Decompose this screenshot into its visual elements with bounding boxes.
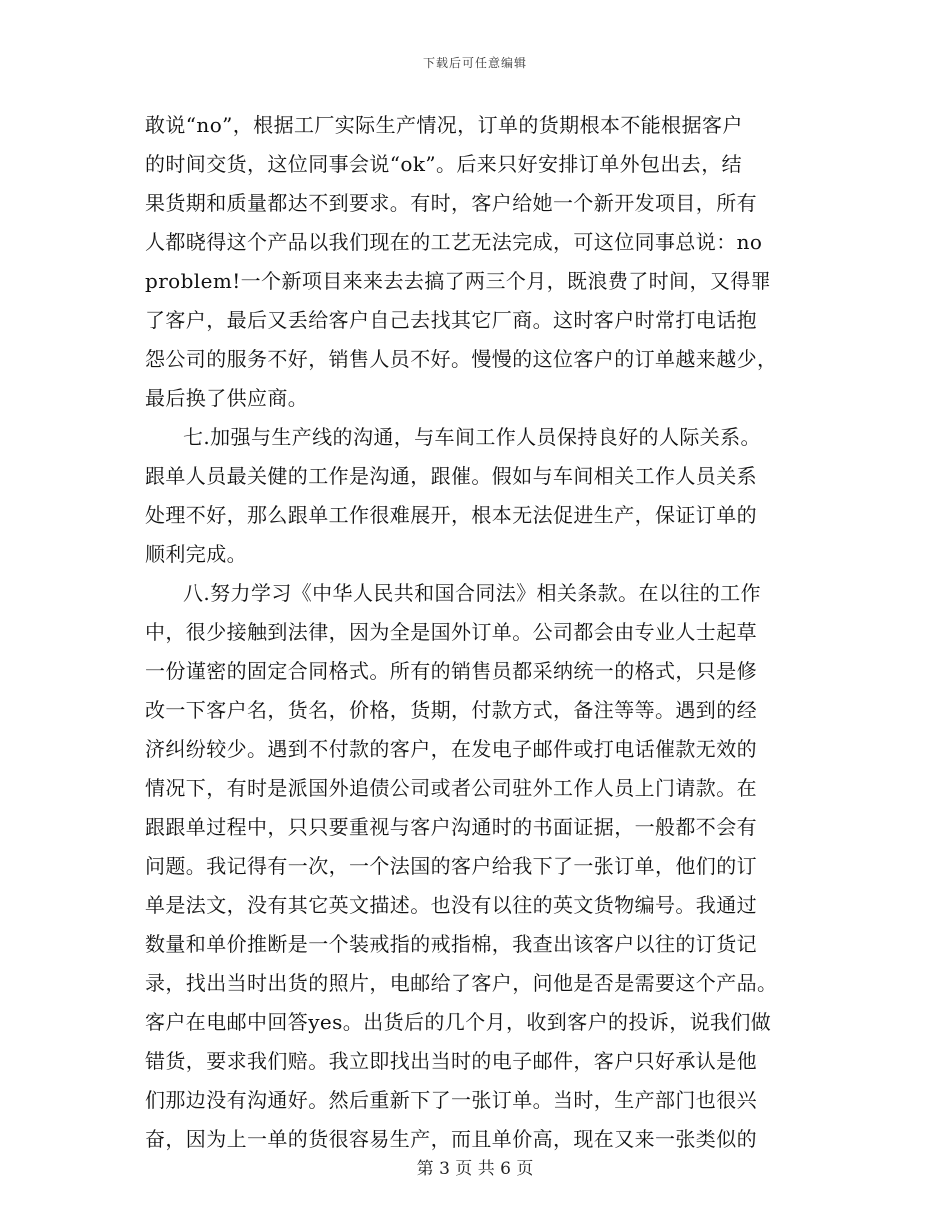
page-header: 下载后可任意编辑 bbox=[422, 56, 527, 70]
text-line: 错货，要求我们赔。我立即找出当时的电子邮件，客户只好承认是他 bbox=[145, 1049, 757, 1073]
text-line: 跟跟单过程中，只只要重视与客户沟通时的书面证据，一般都不会有 bbox=[145, 815, 757, 839]
text-line: 改一下客户名，货名，价格，货期，付款方式，备注等等。遇到的经 bbox=[145, 698, 757, 722]
text-line: 敢说“no”，根据工厂实际生产情况，订单的货期根本不能根据客户 bbox=[145, 113, 743, 137]
text-line: 了客户，最后又丢给客户自己去找其它厂商。这时客户时常打电话抱 bbox=[145, 308, 757, 332]
text-line: 八.努力学习《中华人民共和国合同法》相关条款。在以往的工作 bbox=[183, 581, 761, 605]
text-line: 情况下，有时是派国外追债公司或者公司驻外工作人员上门请款。在 bbox=[145, 776, 757, 800]
text-line: 人都晓得这个产品以我们现在的工艺无法完成，可这位同事总说：no bbox=[145, 230, 763, 254]
text-line: 们那边没有沟通好。然后重新下了一张订单。当时，生产部门也很兴 bbox=[145, 1088, 757, 1112]
text-line: 单是法文，没有其它英文描述。也没有以往的英文货物编号。我通过 bbox=[145, 893, 757, 917]
text-line: 客户在电邮中回答yes。出货后的几个月，收到客户的投诉，说我们做 bbox=[145, 1010, 772, 1034]
text-line: 顺利完成。 bbox=[145, 542, 247, 566]
text-line: 跟单人员最关健的工作是沟通，跟催。假如与车间相关工作人员关系 bbox=[145, 464, 757, 488]
text-line: 处理不好，那么跟单工作很难展开，根本无法促进生产，保证订单的 bbox=[145, 503, 757, 527]
text-line: 济纠纷较少。遇到不付款的客户，在发电子邮件或打电话催款无效的 bbox=[145, 737, 757, 761]
text-line: 的时间交货，这位同事会说“ok”。后来只好安排订单外包出去，结 bbox=[145, 152, 743, 176]
text-line: 怨公司的服务不好，销售人员不好。慢慢的这位客户的订单越来越少， bbox=[145, 347, 778, 371]
page-footer: 第 3 页 共 6 页 bbox=[416, 1159, 534, 1179]
text-line: 录，找出当时出货的照片，电邮给了客户，问他是否是需要这个产品。 bbox=[145, 971, 778, 995]
text-line: 数量和单价推断是一个装戒指的戒指棉，我查出该客户以往的订货记 bbox=[145, 932, 757, 956]
text-line: 七.加强与生产线的沟通，与车间工作人员保持良好的人际关系。 bbox=[183, 425, 761, 449]
document-body bbox=[145, 106, 810, 1159]
text-line: 果货期和质量都达不到要求。有时，客户给她一个新开发项目，所有 bbox=[145, 191, 757, 215]
text-line: problem!一个新项目来来去去搞了两三个月，既浪费了时间，又得罪 bbox=[145, 269, 772, 293]
text-line: 问题。我记得有一次，一个法国的客户给我下了一张订单，他们的订 bbox=[145, 854, 757, 878]
text-line: 最后换了供应商。 bbox=[145, 386, 309, 410]
text-line: 奋，因为上一单的货很容易生产，而且单价高，现在又来一张类似的 bbox=[145, 1127, 757, 1151]
text-line: 一份谨密的固定合同格式。所有的销售员都采纳统一的格式，只是修 bbox=[145, 659, 757, 683]
text-line: 中，很少接触到法律，因为全是国外订单。公司都会由专业人士起草 bbox=[145, 620, 757, 644]
